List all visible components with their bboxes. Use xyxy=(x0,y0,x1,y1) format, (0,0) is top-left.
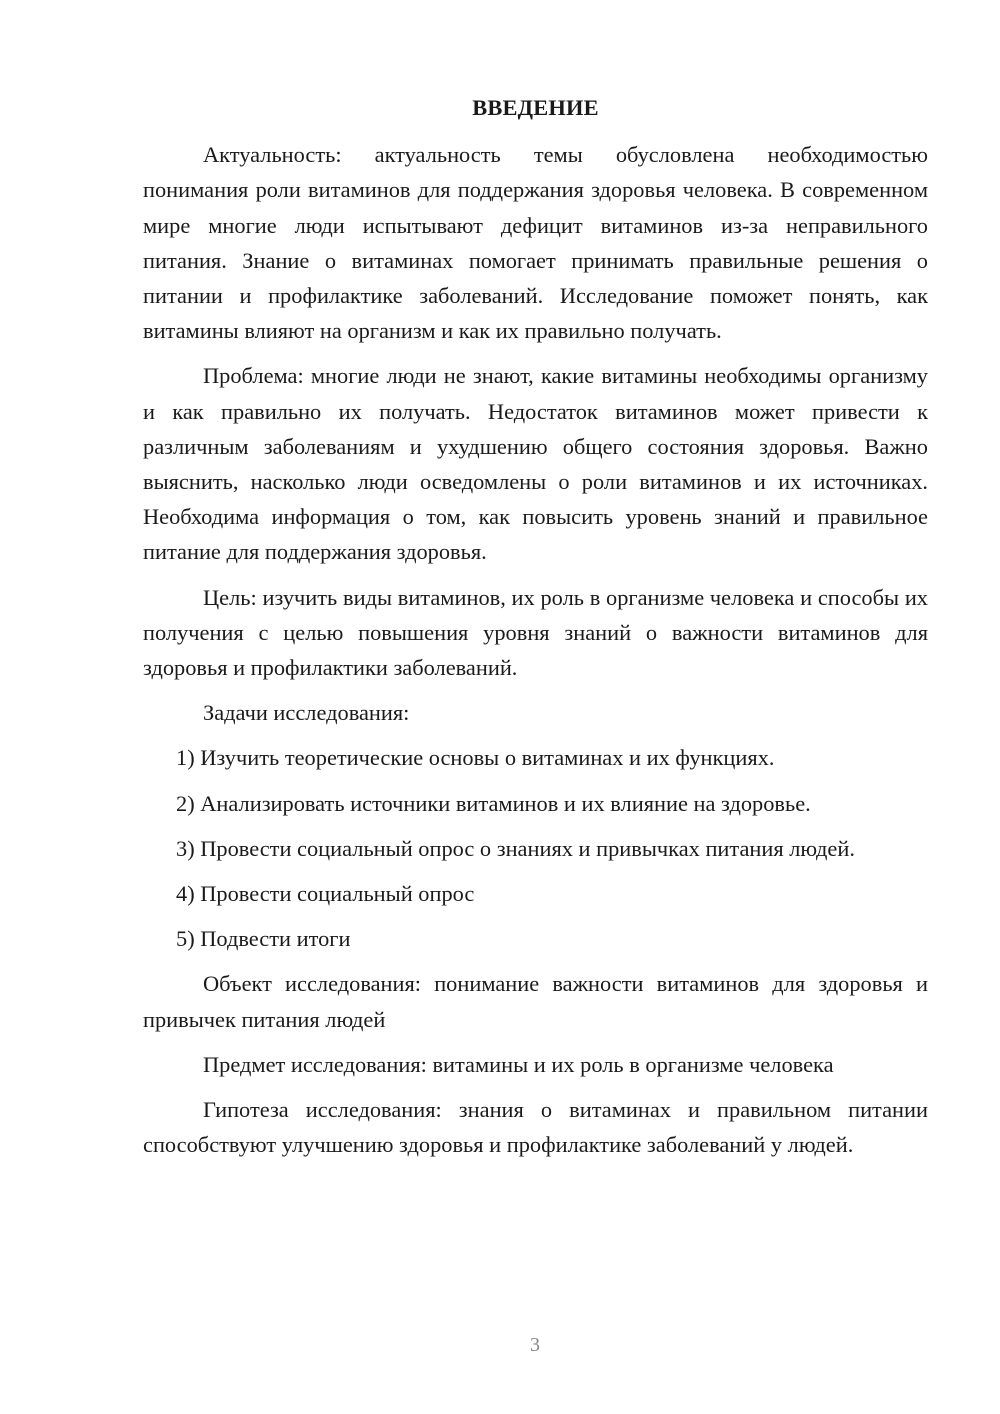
tasks-list xyxy=(143,740,928,956)
task-item: 1) Изучить теоретические основы о витаминах и их функциях. xyxy=(176,745,775,771)
task-item: 4) Провести социальный опрос xyxy=(176,881,475,907)
task-item: 3) Провести социальный опрос о знаниях и привычках питания людей. xyxy=(176,835,855,861)
goal-paragraph: Цель: изучить виды витаминов, их роль в организме человека и способы их получения с целью повышения уровня знаний о важности витаминов для здоровья и профилактики заболеваний. xyxy=(143,584,928,681)
document-page xyxy=(143,90,928,1172)
page-title: ВВЕДЕНИЕ xyxy=(472,95,599,120)
object-paragraph: Объект исследования: понимание важности витаминов для здоровья и привычек питания людей xyxy=(143,971,928,1032)
task-item: 2) Анализировать источники витаминов и их влияние на здоровье. xyxy=(176,790,811,816)
task-item: 5) Подвести итоги xyxy=(176,926,351,952)
page-number: 3 xyxy=(530,1334,540,1356)
subject-paragraph: Предмет исследования: витамины и их роль в организме человека xyxy=(203,1051,834,1077)
problem-paragraph: Проблема: многие люди не знают, какие витамины необходимы организму и как правильно их получать. Недостаток витаминов может привести к различным заболеваниям и ухудшению общего состояния здоровья. Важно выяснить, насколько люди осведомлены о роли витаминов и их источниках. Необходима информация о том, как повысить уровень знаний и правильное питание для поддержания здоровья. xyxy=(143,363,928,565)
hypothesis-paragraph: Гипотеза исследования: знания о витаминах и правильном питании способствуют улучшению здоровья и профилактике заболеваний у людей. xyxy=(143,1097,928,1158)
relevance-paragraph: Актуальность: актуальность темы обусловлена необходимостью понимания роли витаминов для поддержания здоровья человека. В современном мире многие люди испытывают дефицит витаминов из-за неправильного питания. Знание о витаминах помогает принимать правильные решения о питании и профилактике заболеваний. Исследование поможет понять, как витамины влияют на организм и как их правильно получать. xyxy=(143,142,928,344)
tasks-title: Задачи исследования: xyxy=(203,700,410,726)
